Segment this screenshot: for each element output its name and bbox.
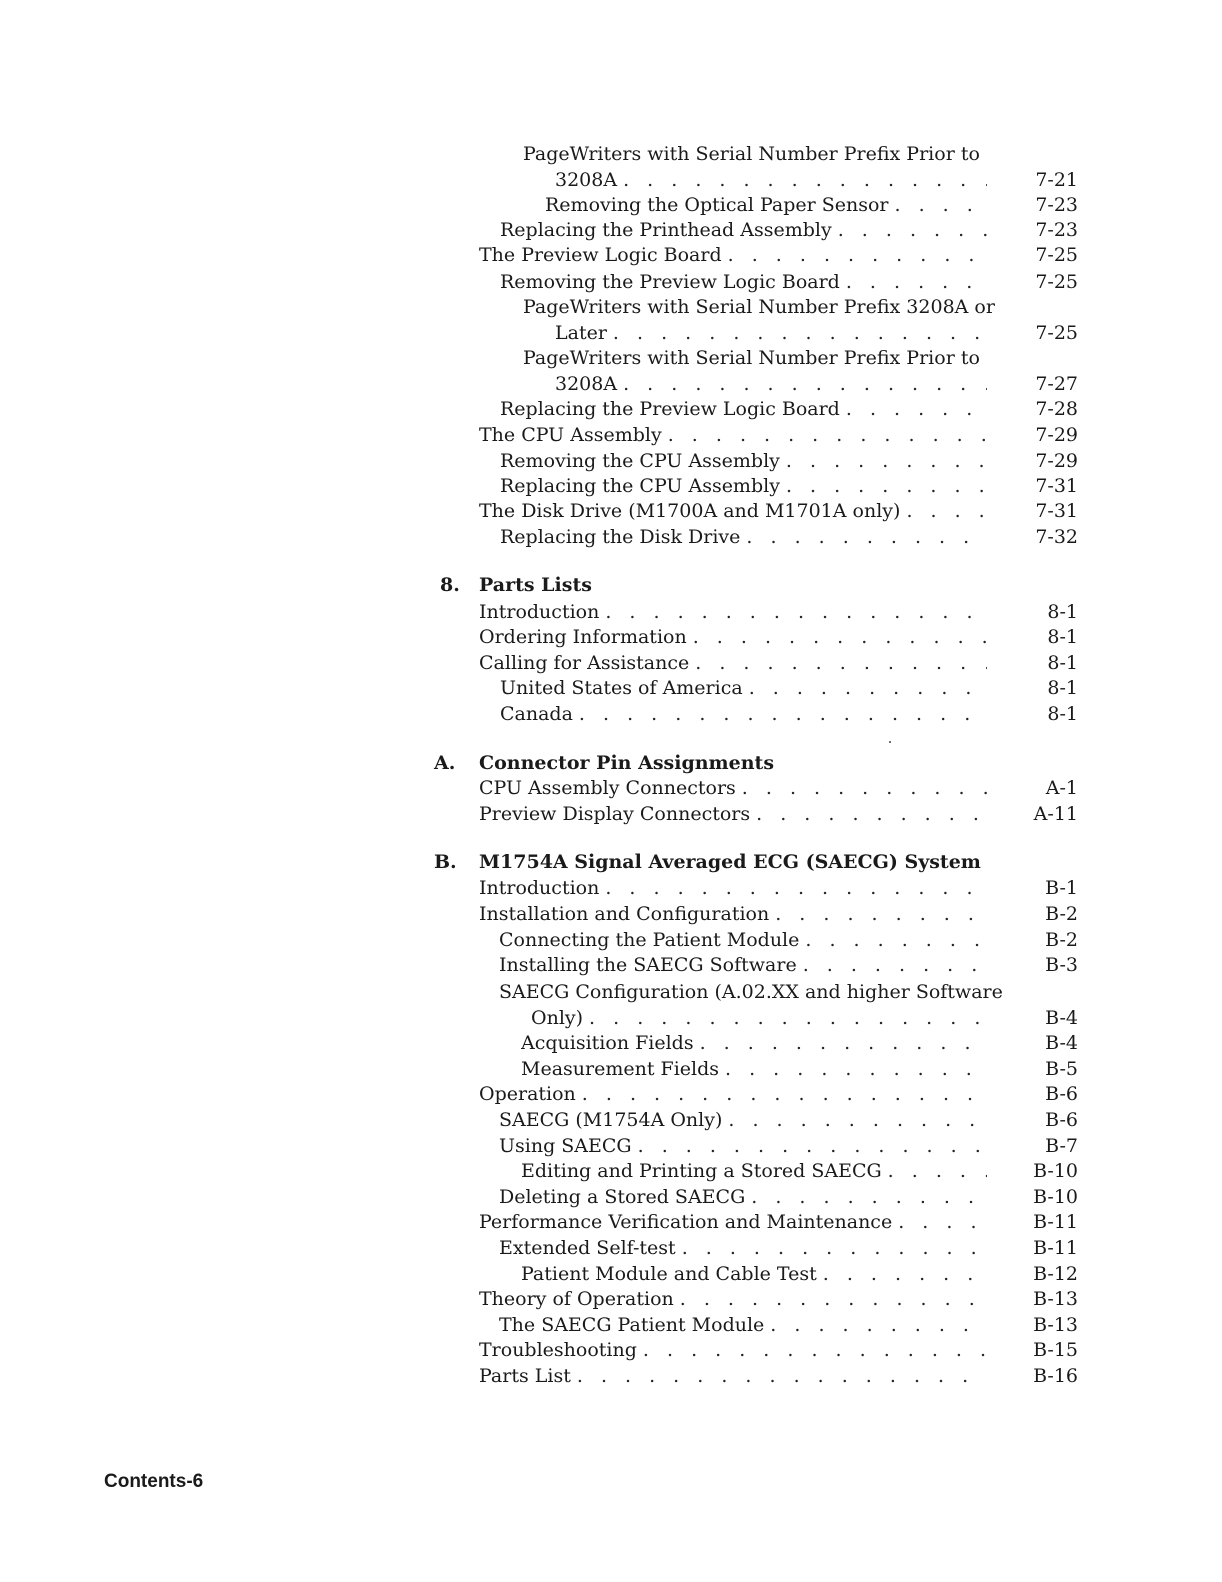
toc-entry-title: Operation <box>479 1083 576 1105</box>
leader-dots <box>728 243 987 267</box>
toc-entry-title: CPU Assembly Connectors <box>479 777 736 799</box>
toc-entry[interactable] <box>479 651 987 675</box>
toc-entry-title: Troubleshooting <box>479 1339 637 1361</box>
toc-page-number: 8-1 <box>1047 703 1078 725</box>
toc-entry-title: Measurement Fields <box>521 1058 720 1080</box>
toc-entry-title: 3208A <box>555 373 618 395</box>
toc-page-number: 7-29 <box>1035 450 1078 472</box>
leader-dots <box>579 702 987 726</box>
toc-page-number: B-10 <box>1033 1186 1078 1208</box>
leader-dots <box>895 193 987 217</box>
toc-entry[interactable] <box>479 876 987 900</box>
toc-entry[interactable] <box>500 449 987 473</box>
leader-dots <box>770 1313 987 1337</box>
toc-entry[interactable] <box>555 321 987 345</box>
toc-entry-title: Later <box>555 322 607 344</box>
leader-dots <box>623 372 987 396</box>
toc-entry-title: Theory of Operation <box>479 1288 674 1310</box>
toc-entry[interactable] <box>479 1364 987 1388</box>
leader-dots <box>775 902 987 926</box>
toc-page-number: B-10 <box>1033 1160 1078 1182</box>
leader-dots <box>805 928 987 952</box>
toc-entry-title: Replacing the CPU Assembly <box>500 475 780 497</box>
section-number: 8. <box>440 574 460 596</box>
toc-entry[interactable] <box>479 1210 987 1234</box>
toc-entry[interactable] <box>479 1338 987 1362</box>
leader-dots <box>746 525 987 549</box>
toc-entry[interactable] <box>479 625 987 649</box>
toc-entry-text: PageWriters with Serial Number Prefix Prior to <box>523 143 980 165</box>
leader-dots <box>823 1262 987 1286</box>
toc-entry-title: Performance Verification and Maintenance <box>479 1211 893 1233</box>
leader-dots <box>898 1210 987 1234</box>
toc-entry[interactable] <box>499 1185 987 1209</box>
toc-entry[interactable] <box>500 270 987 294</box>
toc-entry-title: The Preview Logic Board <box>479 244 722 266</box>
leader-dots <box>582 1082 987 1106</box>
page-footer-label: Contents-6 <box>104 1471 204 1492</box>
toc-entry-title: Removing the CPU Assembly <box>500 450 780 472</box>
toc-entry[interactable] <box>555 168 987 192</box>
toc-page-number: B-6 <box>1045 1083 1078 1105</box>
toc-entry-title: Preview Display Connectors <box>479 803 751 825</box>
toc-page-number: 7-23 <box>1035 219 1078 241</box>
leader-dots <box>605 600 987 624</box>
section-title[interactable]: Parts Lists <box>479 574 592 596</box>
toc-entry[interactable] <box>521 1057 987 1081</box>
leader-dots <box>725 1057 987 1081</box>
toc-page-number: B-3 <box>1045 954 1078 976</box>
leader-dots <box>613 321 987 345</box>
leader-dots <box>605 876 987 900</box>
toc-entry[interactable] <box>500 702 987 726</box>
toc-entry[interactable] <box>499 1236 987 1260</box>
toc-entry-text: SAECG Configuration (A.02.XX and higher Software <box>499 981 1003 1003</box>
leader-dots <box>693 625 987 649</box>
toc-page-number: B-16 <box>1033 1365 1078 1387</box>
toc-entry-title: Using SAECG <box>499 1135 632 1157</box>
toc-page-number: 7-28 <box>1035 398 1078 420</box>
toc-page-number: B-4 <box>1045 1032 1078 1054</box>
toc-page-number: 7-25 <box>1035 271 1078 293</box>
toc-page-number: B-15 <box>1033 1339 1078 1361</box>
toc-entry[interactable] <box>479 1287 987 1311</box>
section-number: B. <box>434 851 457 873</box>
leader-dots <box>838 218 987 242</box>
toc-entry[interactable] <box>499 1313 987 1337</box>
leader-dots <box>682 1236 987 1260</box>
leader-dots <box>700 1031 987 1055</box>
leader-dots <box>749 676 987 700</box>
leader-dots <box>888 1159 987 1183</box>
toc-entry-title: Replacing the Disk Drive <box>500 526 741 548</box>
toc-entry-title: Installation and Configuration <box>479 903 770 925</box>
toc-entry-title: Introduction <box>479 877 600 899</box>
toc-page-number: 7-29 <box>1035 424 1078 446</box>
toc-entry-title: The CPU Assembly <box>479 424 662 446</box>
toc-page-number: B-7 <box>1045 1135 1078 1157</box>
toc-entry[interactable] <box>500 474 987 498</box>
toc-entry-title: Patient Module and Cable Test <box>521 1263 817 1285</box>
toc-page-number: 7-31 <box>1035 500 1078 522</box>
scan-speck <box>889 741 891 743</box>
toc-entry[interactable] <box>500 525 987 549</box>
toc-entry[interactable] <box>531 1006 987 1030</box>
toc-entry[interactable] <box>500 218 987 242</box>
toc-entry-title: The SAECG Patient Module <box>499 1314 765 1336</box>
section-title[interactable]: Connector Pin Assignments <box>479 752 775 774</box>
toc-entry[interactable] <box>479 1082 987 1106</box>
toc-entry[interactable] <box>499 928 987 952</box>
toc-page-number: B-2 <box>1045 903 1078 925</box>
toc-entry[interactable] <box>479 902 987 926</box>
toc-entry[interactable] <box>521 1262 987 1286</box>
toc-page-number: B-6 <box>1045 1109 1078 1131</box>
toc-page-number: 7-27 <box>1035 373 1078 395</box>
toc-entry-title: Connecting the Patient Module <box>499 929 800 951</box>
leader-dots <box>751 1185 987 1209</box>
toc-page-number: A-1 <box>1045 777 1078 799</box>
toc-page-number: B-2 <box>1045 929 1078 951</box>
toc-entry-title: Deleting a Stored SAECG <box>499 1186 746 1208</box>
toc-entry[interactable] <box>499 1134 987 1158</box>
leader-dots <box>728 1108 987 1132</box>
leader-dots <box>786 474 987 498</box>
leader-dots <box>906 499 987 523</box>
leader-dots <box>803 953 987 977</box>
toc-entry-title: Acquisition Fields <box>521 1032 694 1054</box>
toc-page-number: B-13 <box>1033 1314 1078 1336</box>
toc-page-number: B-1 <box>1045 877 1078 899</box>
leader-dots <box>846 270 987 294</box>
toc-page-number: B-11 <box>1033 1211 1078 1233</box>
leader-dots <box>786 449 987 473</box>
toc-entry-title: Installing the SAECG Software <box>499 954 797 976</box>
leader-dots <box>756 802 987 826</box>
toc-page-number: 7-32 <box>1035 526 1078 548</box>
toc-entry-title: Only) <box>531 1007 584 1029</box>
toc-page-number: A-11 <box>1033 803 1078 825</box>
leader-dots <box>695 651 987 675</box>
toc-page-number: 8-1 <box>1047 601 1078 623</box>
toc-entry[interactable] <box>545 193 987 217</box>
toc-page-number: B-11 <box>1033 1237 1078 1259</box>
toc-entry[interactable] <box>521 1031 987 1055</box>
leader-dots <box>742 776 987 800</box>
toc-page-number: 7-25 <box>1035 244 1078 266</box>
toc-page-number: B-4 <box>1045 1007 1078 1029</box>
toc-entry-title: Extended Self-test <box>499 1237 676 1259</box>
toc-page-number: B-12 <box>1033 1263 1078 1285</box>
toc-page-number: 7-23 <box>1035 194 1078 216</box>
toc-entry-title: Parts List <box>479 1365 571 1387</box>
toc-entry-text: PageWriters with Serial Number Prefix 3208A or <box>523 296 995 318</box>
toc-page-number: B-13 <box>1033 1288 1078 1310</box>
toc-entry-title: Calling for Assistance <box>479 652 690 674</box>
toc-entry-title: Editing and Printing a Stored SAECG <box>521 1160 882 1182</box>
leader-dots <box>846 397 987 421</box>
toc-entry-title: The Disk Drive (M1700A and M1701A only) <box>479 500 901 522</box>
toc-entry-title: Ordering Information <box>479 626 687 648</box>
toc-entry-title: 3208A <box>555 169 618 191</box>
toc-entry[interactable] <box>479 600 987 624</box>
toc-entry-title: United States of America <box>500 677 743 699</box>
toc-page-number: 7-21 <box>1035 169 1078 191</box>
toc-entry[interactable] <box>500 397 987 421</box>
toc-entry-text: PageWriters with Serial Number Prefix Prior to <box>523 347 980 369</box>
toc-entry[interactable] <box>479 776 987 800</box>
toc-entry[interactable] <box>479 802 987 826</box>
leader-dots <box>589 1006 987 1030</box>
toc-page-number: 7-31 <box>1035 475 1078 497</box>
section-number: A. <box>434 752 456 774</box>
toc-entry-title: Canada <box>500 703 573 725</box>
toc-entry-title: Removing the Optical Paper Sensor <box>545 194 889 216</box>
toc-entry[interactable] <box>555 372 987 396</box>
toc-entry-title: SAECG (M1754A Only) <box>499 1109 723 1131</box>
toc-entry[interactable] <box>479 499 987 523</box>
toc-entry[interactable] <box>499 953 987 977</box>
toc-entry-title: Introduction <box>479 601 600 623</box>
leader-dots <box>668 423 987 447</box>
toc-entry-title: Replacing the Printhead Assembly <box>500 219 832 241</box>
toc-entry-title: Replacing the Preview Logic Board <box>500 398 840 420</box>
leader-dots <box>643 1338 987 1362</box>
toc-entry[interactable] <box>479 423 987 447</box>
leader-dots <box>577 1364 987 1388</box>
leader-dots <box>623 168 987 192</box>
section-title[interactable]: M1754A Signal Averaged ECG (SAECG) System <box>479 851 981 873</box>
toc-page-number: 7-25 <box>1035 322 1078 344</box>
leader-dots <box>638 1134 987 1158</box>
toc-page-number: 8-1 <box>1047 677 1078 699</box>
toc-entry[interactable] <box>521 1159 987 1183</box>
toc-entry[interactable] <box>500 676 987 700</box>
toc-entry[interactable] <box>499 1108 987 1132</box>
toc-entry[interactable] <box>479 243 987 267</box>
toc-page-number: 8-1 <box>1047 626 1078 648</box>
leader-dots <box>680 1287 987 1311</box>
toc-page-number: 8-1 <box>1047 652 1078 674</box>
toc-page-number: B-5 <box>1045 1058 1078 1080</box>
toc-entry-title: Removing the Preview Logic Board <box>500 271 840 293</box>
